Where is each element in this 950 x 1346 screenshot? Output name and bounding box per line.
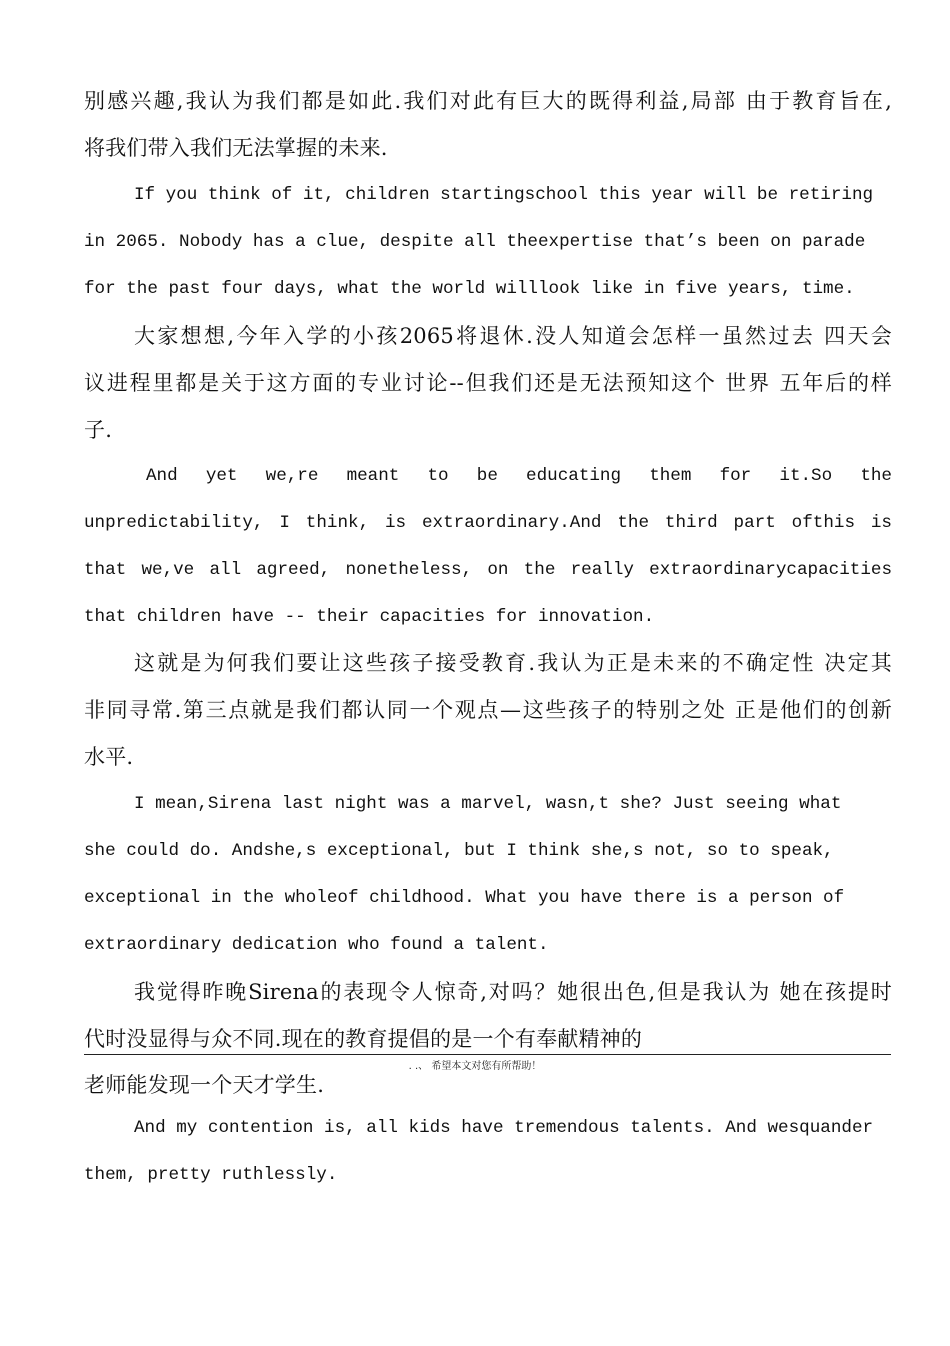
text-line: exceptional in the wholeof childhood. What you have there is a person of xyxy=(84,888,845,908)
paragraph-en xyxy=(84,172,892,313)
text-line: 非同寻常.第三点就是我们都认同一个观点—这些孩子的特别之处 正是他们的创新 xyxy=(84,698,892,722)
text-line: 我觉得昨晚Sirena的表现令人惊奇,对吗？她很出色,但是我认为 她在孩提时 xyxy=(134,980,892,1004)
paragraph-en xyxy=(84,453,892,641)
text-line: 大家想想,今年入学的小孩2065将退休.没人知道会怎样一虽然过去 四天会 xyxy=(134,324,892,348)
paragraph-en xyxy=(84,1105,892,1199)
text-line: I mean,Sirena last night was a marvel, wasn,t she? Just seeing what xyxy=(134,794,842,814)
text-line: in 2065. Nobody has a clue, despite all theexpertise that’s been on parade xyxy=(84,232,866,252)
paragraph-zh xyxy=(84,1062,892,1109)
text-line: 别感兴趣,我认为我们都是如此.我们对此有巨大的既得利益,局部 由于教育旨在, xyxy=(84,89,892,113)
footer-divider xyxy=(84,1054,891,1055)
text-line: that we,ve all agreed, nonetheless, on the really extraordinarycapacities xyxy=(84,560,892,580)
text-line: unpredictability, I think, is extraordinary.And the third part ofthis is xyxy=(84,513,892,533)
text-line: And my contention is, all kids have tremendous talents. And wesquander xyxy=(134,1118,874,1138)
paragraph-zh xyxy=(84,78,892,172)
paragraph-en xyxy=(84,781,892,969)
text-line: for the past four days, what the world willlook like in five years, time. xyxy=(84,279,855,299)
text-line: 代时没显得与众不同.现在的教育提倡的是一个有奉献精神的 xyxy=(84,1027,643,1051)
paragraph-zh xyxy=(84,969,892,1063)
text-line: 子. xyxy=(84,418,113,442)
text-line: extraordinary dedication who found a talent. xyxy=(84,935,549,955)
footer-note: . .、 希望本文对您有所帮助！ xyxy=(408,1061,542,1072)
paragraph-zh xyxy=(84,313,892,454)
text-line: 水平. xyxy=(84,745,134,769)
text-line: If you think of it, children startingschool this year will be retiring xyxy=(134,185,874,205)
text-line: she could do. Andshe,s exceptional, but I think she,s not, so to speak, xyxy=(84,841,834,861)
text-line: that children have -- their capacities for innovation. xyxy=(84,607,655,627)
text-line: 议进程里都是关于这方面的专业讨论--但我们还是无法预知这个 世界 五年后的样 xyxy=(84,371,892,395)
text-line: And yet we,re meant to be educating them for it.So the xyxy=(146,466,892,486)
paragraph-zh xyxy=(84,640,892,781)
text-line: 老师能发现一个天才学生. xyxy=(84,1073,325,1097)
text-line: them, pretty ruthlessly. xyxy=(84,1165,338,1185)
text-line: 将我们带入我们无法掌握的未来. xyxy=(84,136,388,160)
text-line: 这就是为何我们要让这些孩子接受教育.我认为正是未来的不确定性 决定其 xyxy=(134,651,892,675)
